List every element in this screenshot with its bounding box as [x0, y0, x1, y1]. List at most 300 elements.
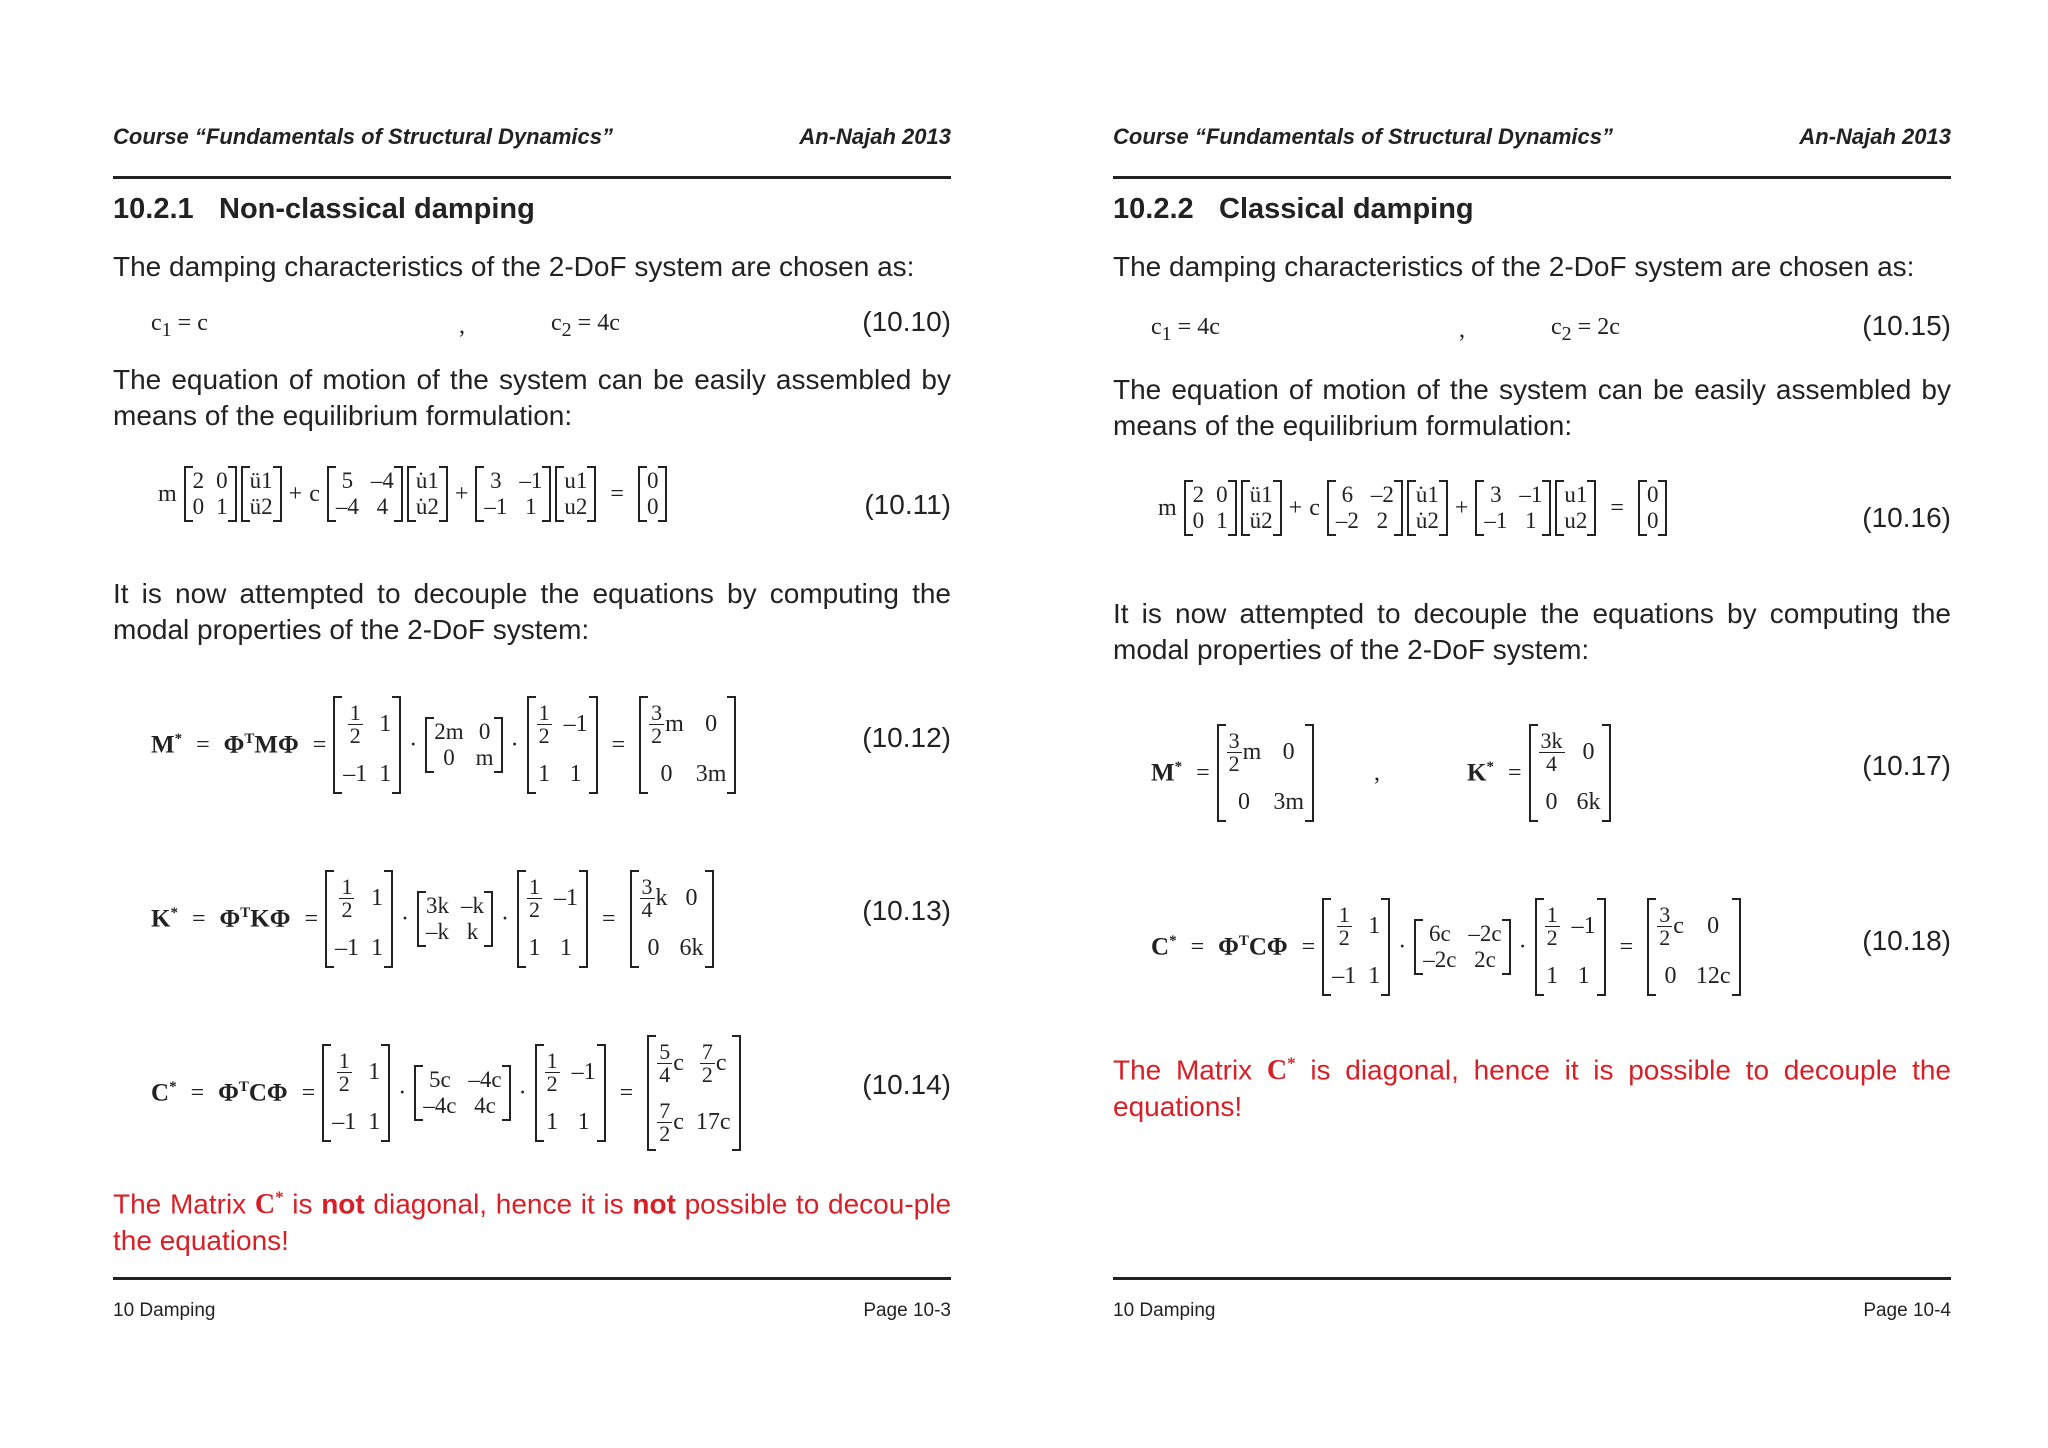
page-number: Page 10-3	[863, 1300, 951, 1321]
matrix-cell: –1	[571, 1059, 596, 1085]
cell-unit: m	[665, 711, 684, 737]
zero-vector	[1638, 480, 1668, 536]
header-rule	[1113, 176, 1951, 179]
fraction-five-quarters	[657, 1041, 672, 1086]
section-heading	[113, 193, 535, 226]
separator-comma: ,	[459, 312, 465, 339]
equals-sign: =	[304, 905, 318, 932]
matrix-cell: 1	[525, 494, 537, 519]
equation-number: (10.14)	[862, 1069, 951, 1100]
matrix-cell: –1	[484, 494, 508, 519]
matrix-cell: 6	[1341, 482, 1354, 507]
matrix-cell: 0	[646, 494, 659, 519]
c1-symbol: c	[151, 310, 162, 337]
matrix-cell	[640, 876, 668, 921]
matrix-cell	[1657, 904, 1684, 949]
text-run: possible to decou-ple the equations!	[113, 1188, 952, 1257]
matrix-cell: –1	[563, 711, 588, 737]
denominator: 2	[659, 1121, 671, 1146]
star-superscript: *	[169, 1078, 177, 1095]
matrix-cell: 6c	[1428, 921, 1451, 946]
denominator: 2	[1659, 925, 1671, 950]
symbol-letter: M	[151, 731, 175, 759]
matrix-cell	[700, 1041, 727, 1086]
mass-matrix	[1184, 480, 1237, 536]
matrix-cell: 0	[443, 745, 455, 770]
matrix-cell: 1	[1368, 913, 1381, 939]
matrix-cell: –1	[332, 1109, 357, 1135]
cell-unit: m	[1242, 739, 1262, 765]
equation-number: (10.12)	[862, 722, 951, 753]
equals-sign: =	[190, 1079, 205, 1106]
modal-stiffness-result	[630, 870, 714, 968]
symbol-letter: C	[1266, 1055, 1288, 1087]
fraction-three-quarters	[640, 876, 655, 921]
separator-comma: ,	[1374, 759, 1380, 786]
phi-transpose-matrix	[325, 870, 393, 968]
matrix-cell: 0	[1237, 789, 1250, 815]
symbol-letter: K	[151, 905, 171, 933]
matrix-cell: –1	[553, 885, 578, 911]
matrix-cell: 4c	[474, 1093, 496, 1118]
cell-unit: c	[715, 1050, 727, 1076]
c1-value: = c	[177, 310, 208, 337]
equals-sign: =	[1301, 933, 1316, 960]
modal-mass-result	[1217, 724, 1314, 822]
fraction-three-halves	[1227, 730, 1242, 775]
equals-sign: =	[601, 905, 616, 932]
section-number: 10.2.1	[113, 193, 194, 225]
matrix-cell: –1	[1332, 963, 1357, 989]
matrix-cell: –1	[1484, 508, 1508, 533]
denominator: 2	[546, 1071, 558, 1096]
equation-number: (10.18)	[1862, 925, 1951, 956]
equals-sign: =	[312, 731, 327, 758]
denominator: 2	[349, 723, 361, 748]
multiplication-dot: ·	[1518, 933, 1527, 960]
star-superscript: *	[174, 730, 183, 747]
text-run: is	[283, 1188, 322, 1220]
symbol-letter: K	[1467, 759, 1487, 787]
fraction-three-halves	[1657, 904, 1672, 949]
plus-sign: +	[454, 480, 469, 507]
matrix-cell: 1	[546, 1109, 559, 1135]
matrix-cell: 1	[577, 1109, 590, 1135]
matrix-cell: m	[475, 745, 494, 770]
numerator: 1	[538, 700, 550, 725]
matrix-cell: –4	[370, 468, 394, 493]
matrix-cell: –1	[1519, 482, 1543, 507]
mass-symbol: m	[1158, 494, 1177, 521]
matrix-cell	[1227, 730, 1262, 775]
matrix-cell: 0	[1646, 482, 1659, 507]
cell-unit: c	[673, 1109, 684, 1135]
page-number: Page 10-4	[1863, 1300, 1951, 1321]
matrix-c-star	[255, 1189, 284, 1220]
numerator: 1	[338, 1048, 350, 1073]
matrix-cell: 17c	[695, 1109, 731, 1135]
matrix-cell	[649, 702, 684, 747]
matrix-cell: 0	[660, 761, 673, 787]
transpose-superscript: T	[244, 730, 255, 747]
equation-10-18	[1151, 874, 1741, 1020]
c1-symbol: c	[1151, 314, 1162, 341]
multiplication-dot: ·	[1398, 933, 1407, 960]
mass-matrix	[425, 717, 502, 773]
paragraph-decouple-attempt: It is now attempted to decouple the equations by computing the modal properties of the 2-DoF system:	[1113, 598, 1951, 665]
fraction-one-half	[545, 1050, 560, 1095]
equals-sign: =	[191, 905, 206, 932]
matrix-cell: 0	[1216, 482, 1228, 507]
matrix-cell: 1	[370, 935, 383, 961]
phi-t-m-phi: $\Phi^TM\Phi$	[223, 730, 299, 759]
matrix-cell: u1	[1564, 482, 1588, 507]
matrix-cell: 0	[1707, 913, 1720, 939]
matrix-cell: 2	[1192, 482, 1205, 507]
damping-symbol: c	[1309, 494, 1320, 521]
emphasis-not: not	[321, 1188, 365, 1220]
c2-symbol: c	[551, 310, 562, 337]
separator-comma: ,	[1459, 316, 1465, 343]
matrix-cell: 1	[1577, 963, 1590, 989]
damping-matrix	[1327, 480, 1403, 536]
conclusion-not-diagonal	[113, 1180, 951, 1259]
matrix-cell: 2c	[1474, 947, 1496, 972]
phi-transpose-matrix	[322, 1044, 390, 1142]
course-title: Course “Fundamentals of Structural Dynamics”	[113, 124, 613, 149]
phi-t-c-phi: $\Phi^TC\Phi$	[218, 1078, 288, 1107]
section-heading	[1113, 193, 1474, 226]
modal-damping-result	[1647, 898, 1740, 996]
phi-matrix	[527, 696, 598, 794]
matrix-cell: 0	[1582, 739, 1595, 765]
matrix-cell: 1	[538, 761, 551, 787]
modal-mass-symbol	[1151, 759, 1182, 787]
damping-matrix	[414, 1065, 510, 1121]
matrix-cell: u1	[564, 468, 588, 493]
c1-definition	[1151, 314, 1220, 346]
paragraph-damping-choice: The damping characteristics of the 2-DoF system are chosen as:	[113, 251, 915, 282]
displacement-vector	[555, 466, 596, 522]
equals-sign: =	[1610, 494, 1624, 521]
equals-sign: =	[1190, 933, 1205, 960]
matrix-cell: –k	[425, 919, 449, 944]
modal-damping-symbol	[1151, 933, 1177, 961]
numerator: 3	[641, 874, 653, 899]
c1-subscript: 1	[1161, 322, 1172, 345]
matrix-cell	[657, 1041, 684, 1086]
multiplication-dot: ·	[400, 905, 409, 932]
numerator: 5	[659, 1039, 671, 1064]
matrix-cell: ü1	[1249, 482, 1273, 507]
mass-symbol: m	[158, 480, 177, 507]
section-number: 10.2.2	[1113, 193, 1194, 225]
symbol-letter: C	[151, 1079, 170, 1107]
equals-sign: =	[1196, 759, 1210, 786]
equation-number: (10.10)	[862, 306, 951, 337]
paragraph-damping-choice: The damping characteristics of the 2-DoF system are chosen as:	[1113, 251, 1915, 282]
denominator: 2	[1338, 925, 1350, 950]
matrix-cell: –k	[460, 893, 484, 918]
star-superscript: *	[170, 904, 178, 921]
matrix-cell: –2c	[1468, 921, 1502, 946]
matrix-cell: ü2	[249, 494, 273, 519]
matrix-cell: –2	[1370, 482, 1394, 507]
section-title: Classical damping	[1219, 193, 1474, 225]
equals-sign: =	[1507, 759, 1522, 786]
multiplication-dot: ·	[518, 1079, 527, 1106]
fraction-3k-over-4	[1539, 730, 1565, 775]
plus-sign: +	[288, 480, 303, 507]
star-superscript: *	[275, 1188, 284, 1207]
matrix-cell: 1	[379, 711, 392, 737]
matrix-cell: 4	[376, 494, 389, 519]
matrix-cell: 12c	[1695, 963, 1731, 989]
section-title: Non-classical damping	[219, 193, 535, 225]
paragraph-equation-of-motion: The equation of motion of the system can be easily assembled by means of the equilibrium formulation:	[1113, 374, 1951, 441]
page-header	[113, 124, 951, 154]
course-year: An-Najah 2013	[799, 124, 951, 149]
matrix-cell: 6k	[679, 935, 704, 961]
stiffness-matrix	[475, 466, 551, 522]
numerator: 1	[1338, 902, 1350, 927]
matrix-cell: 2	[192, 468, 205, 493]
matrix-cell: 1	[368, 1059, 381, 1085]
equation-number: (10.17)	[1862, 750, 1951, 781]
denominator: 2	[538, 723, 550, 748]
modal-damping-symbol	[151, 1079, 177, 1107]
c2-subscript: 2	[1561, 322, 1572, 345]
matrix-cell: u̇1	[415, 468, 439, 493]
cell-unit: c	[673, 1050, 684, 1076]
damping-matrix	[1414, 919, 1510, 975]
c2-value: = 2c	[1577, 314, 1620, 341]
matrix-cell: 1	[1525, 508, 1537, 533]
star-superscript: *	[1169, 932, 1177, 949]
numerator: 3	[1228, 728, 1240, 753]
denominator: 2	[651, 723, 663, 748]
damping-symbol: c	[309, 480, 320, 507]
multiplication-dot: ·	[409, 731, 418, 758]
paragraph-equation-of-motion: The equation of motion of the system can be easily assembled by means of the equilibrium formulation:	[113, 364, 951, 431]
text-run: The Matrix	[113, 1188, 255, 1220]
fraction-one-half	[337, 1050, 352, 1095]
numerator: 7	[701, 1039, 713, 1064]
phi-matrix	[535, 1044, 606, 1142]
denominator: 2	[528, 897, 540, 922]
matrix-cell: –4c	[468, 1067, 502, 1092]
denominator: 4	[641, 897, 653, 922]
equation-number: (10.16)	[1862, 502, 1951, 533]
fraction-one-half	[527, 876, 542, 921]
denominator: 4	[659, 1062, 671, 1087]
equation-number: (10.11)	[864, 489, 951, 520]
matrix-c-star	[1267, 1055, 1296, 1086]
zero-vector	[638, 466, 668, 522]
matrix-cell: 3	[1490, 482, 1502, 507]
matrix-cell: 0	[216, 468, 228, 493]
matrix-cell: 5	[341, 468, 354, 493]
matrix-cell: 0	[1192, 508, 1205, 533]
cell-unit: k	[655, 885, 668, 911]
matrix-cell: ü1	[249, 468, 273, 493]
plus-sign: +	[1454, 494, 1469, 521]
fraction-one-half	[537, 702, 552, 747]
c2-value: = 4c	[577, 310, 620, 337]
symbol-letter: C	[254, 1189, 276, 1221]
fraction-seven-halves	[657, 1100, 672, 1145]
numerator: 1	[341, 874, 353, 899]
numerator: 1	[1546, 902, 1558, 927]
denominator: 2	[1546, 925, 1558, 950]
c2-definition	[1551, 314, 1620, 346]
text-run: diagonal, hence it is	[364, 1188, 633, 1220]
matrix-cell: 1	[1368, 963, 1381, 989]
modal-damping-result	[647, 1035, 740, 1151]
denominator: 2	[1228, 751, 1240, 776]
matrix-cell: 0	[1664, 963, 1677, 989]
equation-10-17	[1151, 700, 1951, 846]
modal-stiffness-result	[1529, 724, 1611, 822]
matrix-cell: ü2	[1249, 508, 1273, 533]
modal-mass-result	[639, 696, 736, 794]
fraction-one-half	[339, 876, 354, 921]
modal-stiffness-symbol	[151, 905, 178, 933]
matrix-cell	[657, 1100, 684, 1145]
matrix-cell: –2	[1335, 508, 1359, 533]
c2-subscript: 2	[561, 318, 572, 341]
equation-10-15	[1151, 312, 1951, 348]
page-header	[1113, 124, 1951, 154]
equals-sign: =	[196, 731, 210, 758]
fraction-one-half	[348, 702, 363, 747]
matrix-cell: 1	[216, 494, 228, 519]
transpose-superscript: T	[238, 1078, 249, 1095]
symbol-letter: C	[1151, 933, 1170, 961]
stiffness-matrix	[417, 891, 493, 947]
matrix-cell: 0	[478, 719, 491, 744]
star-superscript: *	[1174, 758, 1183, 775]
footer-rule	[113, 1277, 951, 1280]
multiplication-dot: ·	[500, 905, 509, 932]
course-year: An-Najah 2013	[1799, 124, 1951, 149]
chapter-label: 10 Damping	[113, 1300, 216, 1321]
modal-stiffness-symbol	[1467, 759, 1494, 787]
numerator: 3	[651, 700, 663, 725]
matrix-cell: 0	[1646, 508, 1659, 533]
cell-unit: c	[1673, 913, 1684, 939]
star-superscript: *	[1486, 758, 1494, 775]
matrix-cell: –1	[519, 468, 543, 493]
stiffness-matrix	[1475, 480, 1551, 536]
fraction-three-halves	[649, 702, 664, 747]
numerator: 1	[546, 1048, 558, 1073]
matrix-cell: 1	[368, 1109, 381, 1135]
numerator: 7	[659, 1098, 671, 1123]
matrix-cell: u2	[1564, 508, 1588, 533]
multiplication-dot: ·	[398, 1079, 407, 1106]
equals-sign: =	[301, 1079, 316, 1106]
equals-sign: =	[1619, 933, 1634, 960]
matrix-cell: –1	[1571, 913, 1596, 939]
modal-mass-symbol	[151, 731, 182, 759]
displacement-vector	[1555, 480, 1596, 536]
equation-10-13	[151, 846, 714, 992]
c2-symbol: c	[1551, 314, 1562, 341]
page-10-3	[113, 0, 951, 1448]
phi-transpose-matrix	[333, 696, 401, 794]
text-run: is diagonal, hence it is possible to decouple the equations!	[1113, 1054, 1952, 1123]
numerator: 3	[1659, 902, 1671, 927]
plus-sign: +	[1288, 494, 1303, 521]
transpose-superscript: T	[1238, 932, 1249, 949]
footer-rule	[1113, 1277, 1951, 1280]
matrix-cell: 3m	[695, 761, 727, 787]
matrix-cell: –1	[334, 935, 359, 961]
course-title: Course “Fundamentals of Structural Dynamics”	[1113, 124, 1613, 149]
fraction-one-half	[1545, 904, 1560, 949]
matrix-cell: 1	[528, 935, 541, 961]
fraction-seven-halves	[700, 1041, 715, 1086]
matrix-cell: 1	[559, 935, 572, 961]
equation-10-11	[151, 466, 667, 522]
matrix-cell: u̇1	[1415, 482, 1439, 507]
numerator: 3k	[1540, 728, 1563, 753]
matrix-cell: u̇2	[1415, 508, 1439, 533]
matrix-cell: –4c	[423, 1093, 457, 1118]
matrix-cell: –4	[335, 494, 359, 519]
transpose-superscript: T	[240, 904, 251, 921]
text-run: The Matrix	[1113, 1054, 1267, 1086]
phi-transpose-matrix	[1322, 898, 1390, 996]
equation-number: (10.15)	[1862, 310, 1951, 341]
matrix-cell: 3m	[1273, 789, 1304, 815]
fraction-one-half	[1337, 904, 1352, 949]
c2-definition	[551, 310, 620, 342]
matrix-cell: 1	[569, 761, 582, 787]
multiplication-dot: ·	[510, 731, 519, 758]
denominator: 2	[701, 1062, 713, 1087]
matrix-cell: 1	[1546, 963, 1559, 989]
chapter-label: 10 Damping	[1113, 1300, 1216, 1321]
equation-10-10	[151, 308, 951, 344]
equals-sign: =	[611, 731, 626, 758]
matrix-cell: 1	[370, 885, 383, 911]
matrix-cell: 1	[1216, 508, 1228, 533]
matrix-cell: 2	[1376, 508, 1389, 533]
equation-10-12	[151, 672, 736, 818]
acceleration-vector	[241, 466, 282, 522]
star-superscript: *	[1287, 1054, 1296, 1073]
denominator: 2	[341, 897, 353, 922]
denominator: 4	[1546, 751, 1557, 776]
matrix-cell: u̇2	[415, 494, 439, 519]
matrix-cell: 6k	[1576, 789, 1601, 815]
equation-number: (10.13)	[862, 895, 951, 926]
numerator: 1	[528, 874, 540, 899]
header-rule	[113, 176, 951, 179]
matrix-cell: 0	[685, 885, 698, 911]
matrix-cell: 0	[1282, 739, 1295, 765]
velocity-vector	[1407, 480, 1448, 536]
c1-subscript: 1	[161, 318, 172, 341]
matrix-cell: 3	[490, 468, 502, 493]
matrix-cell: –2c	[1423, 947, 1457, 972]
matrix-cell: 0	[1545, 789, 1558, 815]
numerator: 1	[349, 700, 361, 725]
equals-sign: =	[619, 1079, 634, 1106]
velocity-vector	[407, 466, 448, 522]
